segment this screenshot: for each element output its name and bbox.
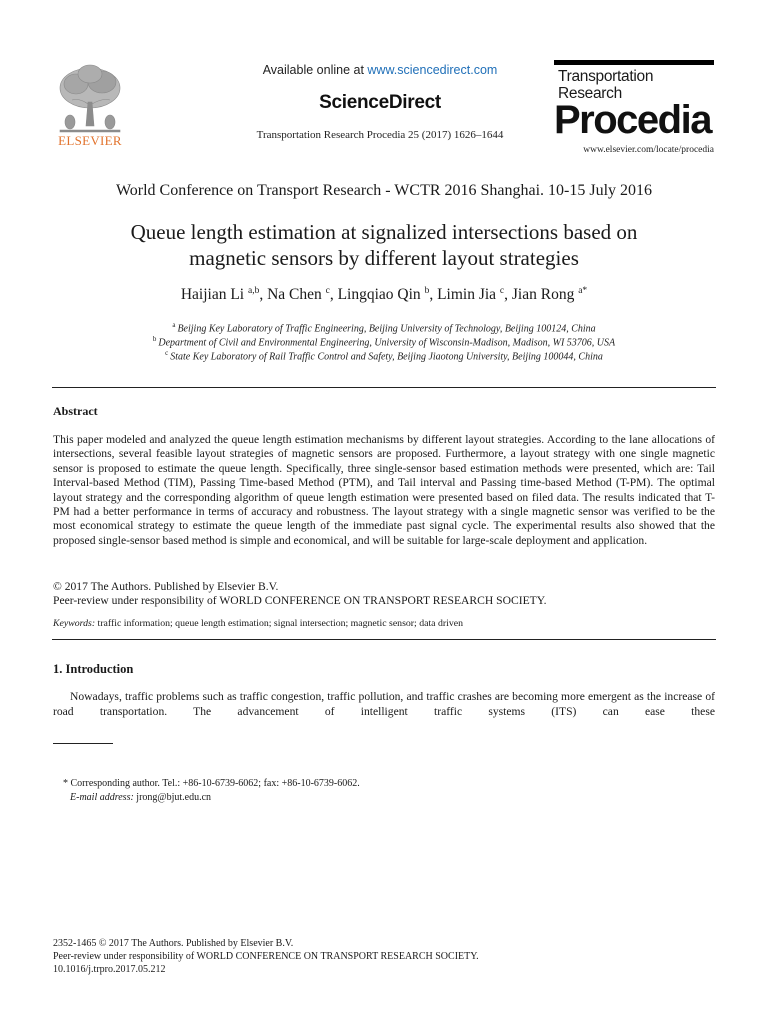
author-list: Haijian Li $^{a,b}$, Na Chen $^c$, Lingqiao Qin $^b$, Limin Jia $^c$, Jian Rong $^{a*}$	[180, 286, 588, 304]
available-online-line: Available online at www.sciencedirect.com	[262, 63, 498, 77]
abstract-heading: Abstract	[53, 404, 98, 418]
sciencedirect-link[interactable]: www.sciencedirect.com	[367, 63, 498, 77]
procedia-top-rule	[554, 60, 714, 65]
journal-name-small: Transportation Research	[558, 68, 654, 102]
copyright-line: © 2017 The Authors. Published by Elsevier B.V.	[53, 580, 279, 593]
peer-review-line: Peer-review under responsibility of WORLD CONFERENCE ON TRANSPORT RESEARCH SOCIETY.	[53, 594, 547, 607]
conference-line: World Conference on Transport Research - WCTR 2016 Shanghai. 10-15 July 2016	[115, 182, 653, 199]
sciencedirect-brand: ScienceDirect	[319, 92, 441, 113]
keywords-line: Keywords: traffic information; queue length estimation; signal intersection; magnetic sensor; data driven	[53, 618, 464, 629]
introduction-heading: 1. Introduction	[53, 662, 134, 676]
author-name: Lingqiao Qin	[337, 286, 421, 304]
author-name: Jian Rong	[511, 286, 575, 304]
author-name: Na Chen	[267, 286, 322, 304]
author-name: Limin Jia	[437, 286, 497, 304]
section-divider	[52, 639, 716, 640]
footnote-rule	[53, 743, 113, 744]
doi-line[interactable]: 10.1016/j.trpro.2017.05.212	[53, 964, 166, 975]
email-note: E-mail address: jrong@bjut.edu.cn	[70, 792, 212, 803]
affiliation: $^b$ Department of Civil and Environmental Engineering, University of Wisconsin-Madison, Madison, WI 53706, USA	[152, 335, 616, 349]
affiliation: $^a$ Beijing Key Laboratory of Traffic Engineering, Beijing University of Technology, Beijing 100124, China	[172, 321, 596, 335]
affiliation: $^c$ State Key Laboratory of Rail Traffic Control and Safety, Beijing Jiaotong University, Beijing 100044, China	[165, 349, 603, 363]
author-name: Haijian Li	[180, 286, 245, 304]
journal-reference: Transportation Research Procedia 25 (2017) 1626–1644	[256, 129, 504, 141]
paper-title: Queue length estimation at signalized intersections based on magnetic sensors by different layout strategies	[130, 220, 638, 270]
journal-url[interactable]: www.elsevier.com/locate/procedia	[583, 145, 714, 155]
email-address[interactable]: jrong@bjut.edu.cn	[136, 792, 212, 803]
footer-peer-review: Peer-review under responsibility of WORLD CONFERENCE ON TRANSPORT RESEARCH SOCIETY.	[53, 951, 479, 962]
introduction-body: Nowadays, traffic problems such as traffic congestion, traffic pollution, and traffic crashes are becoming more emergent as the increase of road transportation. The advancement of intelligent traffic systems (ITS) can ease these	[53, 690, 715, 718]
publisher-wordmark: ELSEVIER	[58, 133, 122, 148]
section-divider	[52, 387, 716, 388]
issn-line: 2352-1465 © 2017 The Authors. Published by Elsevier B.V.	[53, 938, 294, 949]
corresponding-author-note: * Corresponding author. Tel.: +86-10-6739-6062; fax: +86-10-6739-6062.	[63, 778, 360, 789]
abstract-body: This paper modeled and analyzed the queue length estimation mechanisms by different layout strategies. According to the lane allocations of intersections, several feasible layout strategies of magnetic sensors are proposed. Furthermore, a layout strategy with one single magnetic sensor is proposed to estimate the queue length. Specifically, three single-sensor based estimation methods were presented, which are: Tail Interval-based Method (TIM), Passing Time-based Method (PTM), and Tail interval and Passing time-based Method (T-PM). The optimal layout strategy and the corresponding algorithm of queue length estimation were presented based on filed data. The results indicated that T-PM had a better performance in terms of accuracy and robustness. The layout strategy with a single magnetic sensor was verified to be the most economical strategy to estimate the queue length of the immediate past signal cycle. The experimental results also showed that the proposed single-sensor based method is simple and economical, and will be suitable for large-scale deployment and application.	[53, 433, 715, 547]
procedia-wordmark: Procedia	[554, 98, 711, 142]
